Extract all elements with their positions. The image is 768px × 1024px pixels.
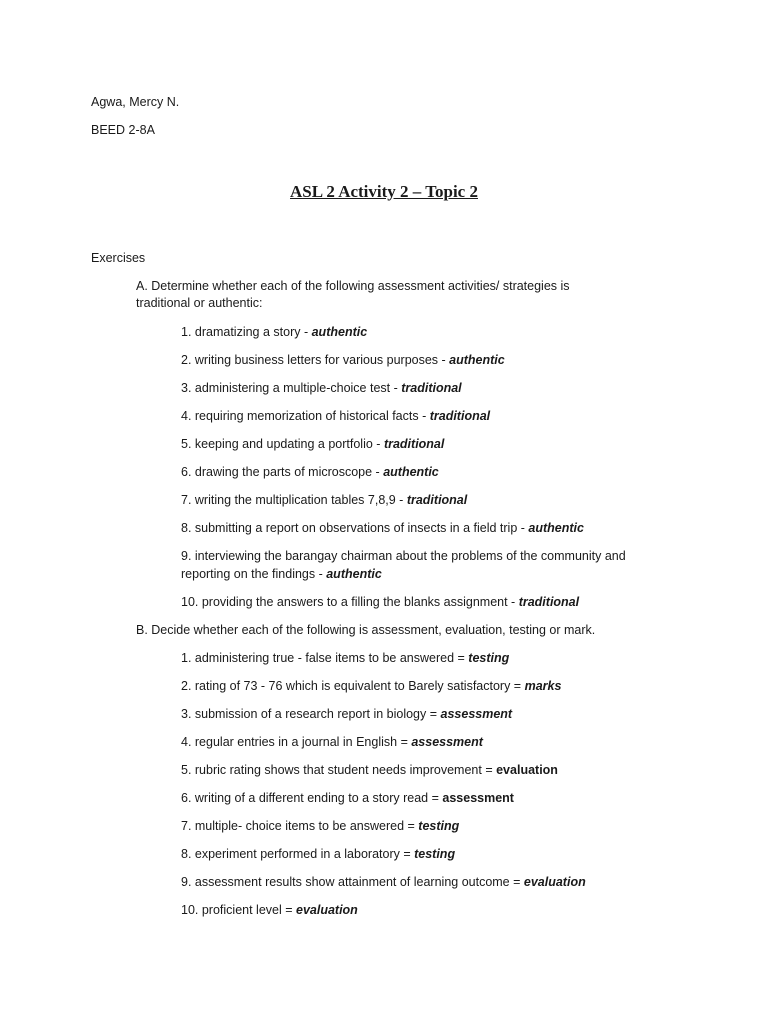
list-item: 3. administering a multiple-choice test - traditional (181, 381, 462, 395)
answer: assessment (411, 735, 483, 749)
student-section: BEED 2-8A (91, 123, 155, 137)
document-title: ASL 2 Activity 2 – Topic 2 (290, 182, 478, 201)
answer: authentic (383, 465, 439, 479)
exercises-label: Exercises (91, 251, 146, 265)
list-item: 1. administering true - false items to be answered = testing (181, 651, 510, 665)
answer: evaluation (296, 903, 358, 917)
answer: testing (414, 847, 456, 861)
list-item: 2. rating of 73 - 76 which is equivalent to Barely satisfactory = marks (181, 679, 562, 693)
answer: evaluation (523, 875, 586, 889)
list-item: 6. drawing the parts of microscope - authentic (181, 465, 439, 479)
list-item: 8. submitting a report on observations of insects in a field trip - authentic (181, 521, 584, 535)
list-item: 1. dramatizing a story - authentic (181, 325, 368, 339)
list-item: 10. proficient level = evaluation (181, 903, 358, 917)
answer: assessment (442, 791, 514, 805)
list-item: 7. writing the multiplication tables 7,8,9 - traditional (181, 493, 468, 507)
answer: traditional (406, 493, 468, 507)
answer: traditional (383, 437, 445, 451)
list-item: 7. multiple- choice items to be answered = testing (181, 819, 460, 833)
answer: authentic (528, 521, 584, 535)
answer: testing (468, 651, 510, 665)
list-item: 5. keeping and updating a portfolio - traditional (181, 437, 445, 451)
answer: traditional (518, 595, 580, 609)
list-item: 10. providing the answers to a filling the blanks assignment - traditional (181, 595, 580, 609)
part-a-instruction: A. Determine whether each of the following assessment activities/ strategies is (136, 279, 570, 293)
answer: evaluation (496, 763, 558, 777)
list-item: 6. writing of a different ending to a story read = assessment (181, 791, 514, 805)
answer: testing (418, 819, 460, 833)
student-name: Agwa, Mercy N. (91, 95, 180, 109)
list-item: 9. assessment results show attainment of learning outcome = evaluation (181, 875, 586, 889)
answer: marks (524, 679, 562, 693)
list-item-cont: reporting on the findings - authentic (181, 567, 382, 581)
list-item: 5. rubric rating shows that student needs improvement = evaluation (181, 763, 558, 777)
list-item: 4. regular entries in a journal in English = assessment (181, 735, 483, 749)
answer: traditional (429, 409, 491, 423)
list-item: 4. requiring memorization of historical facts - traditional (181, 409, 491, 423)
part-b-instruction: B. Decide whether each of the following is assessment, evaluation, testing or mark. (136, 623, 596, 637)
answer: assessment (440, 707, 513, 721)
list-item: 2. writing business letters for various purposes - authentic (181, 353, 505, 367)
list-item: 8. experiment performed in a laboratory = testing (181, 847, 456, 861)
list-item: 9. interviewing the barangay chairman about the problems of the community and (181, 549, 626, 563)
answer: traditional (401, 381, 462, 395)
answer: authentic (311, 325, 368, 339)
answer: authentic (326, 567, 382, 581)
answer: authentic (449, 353, 505, 367)
part-a-instruction-cont: traditional or authentic: (136, 296, 263, 310)
list-item: 3. submission of a research report in biology = assessment (181, 707, 513, 721)
